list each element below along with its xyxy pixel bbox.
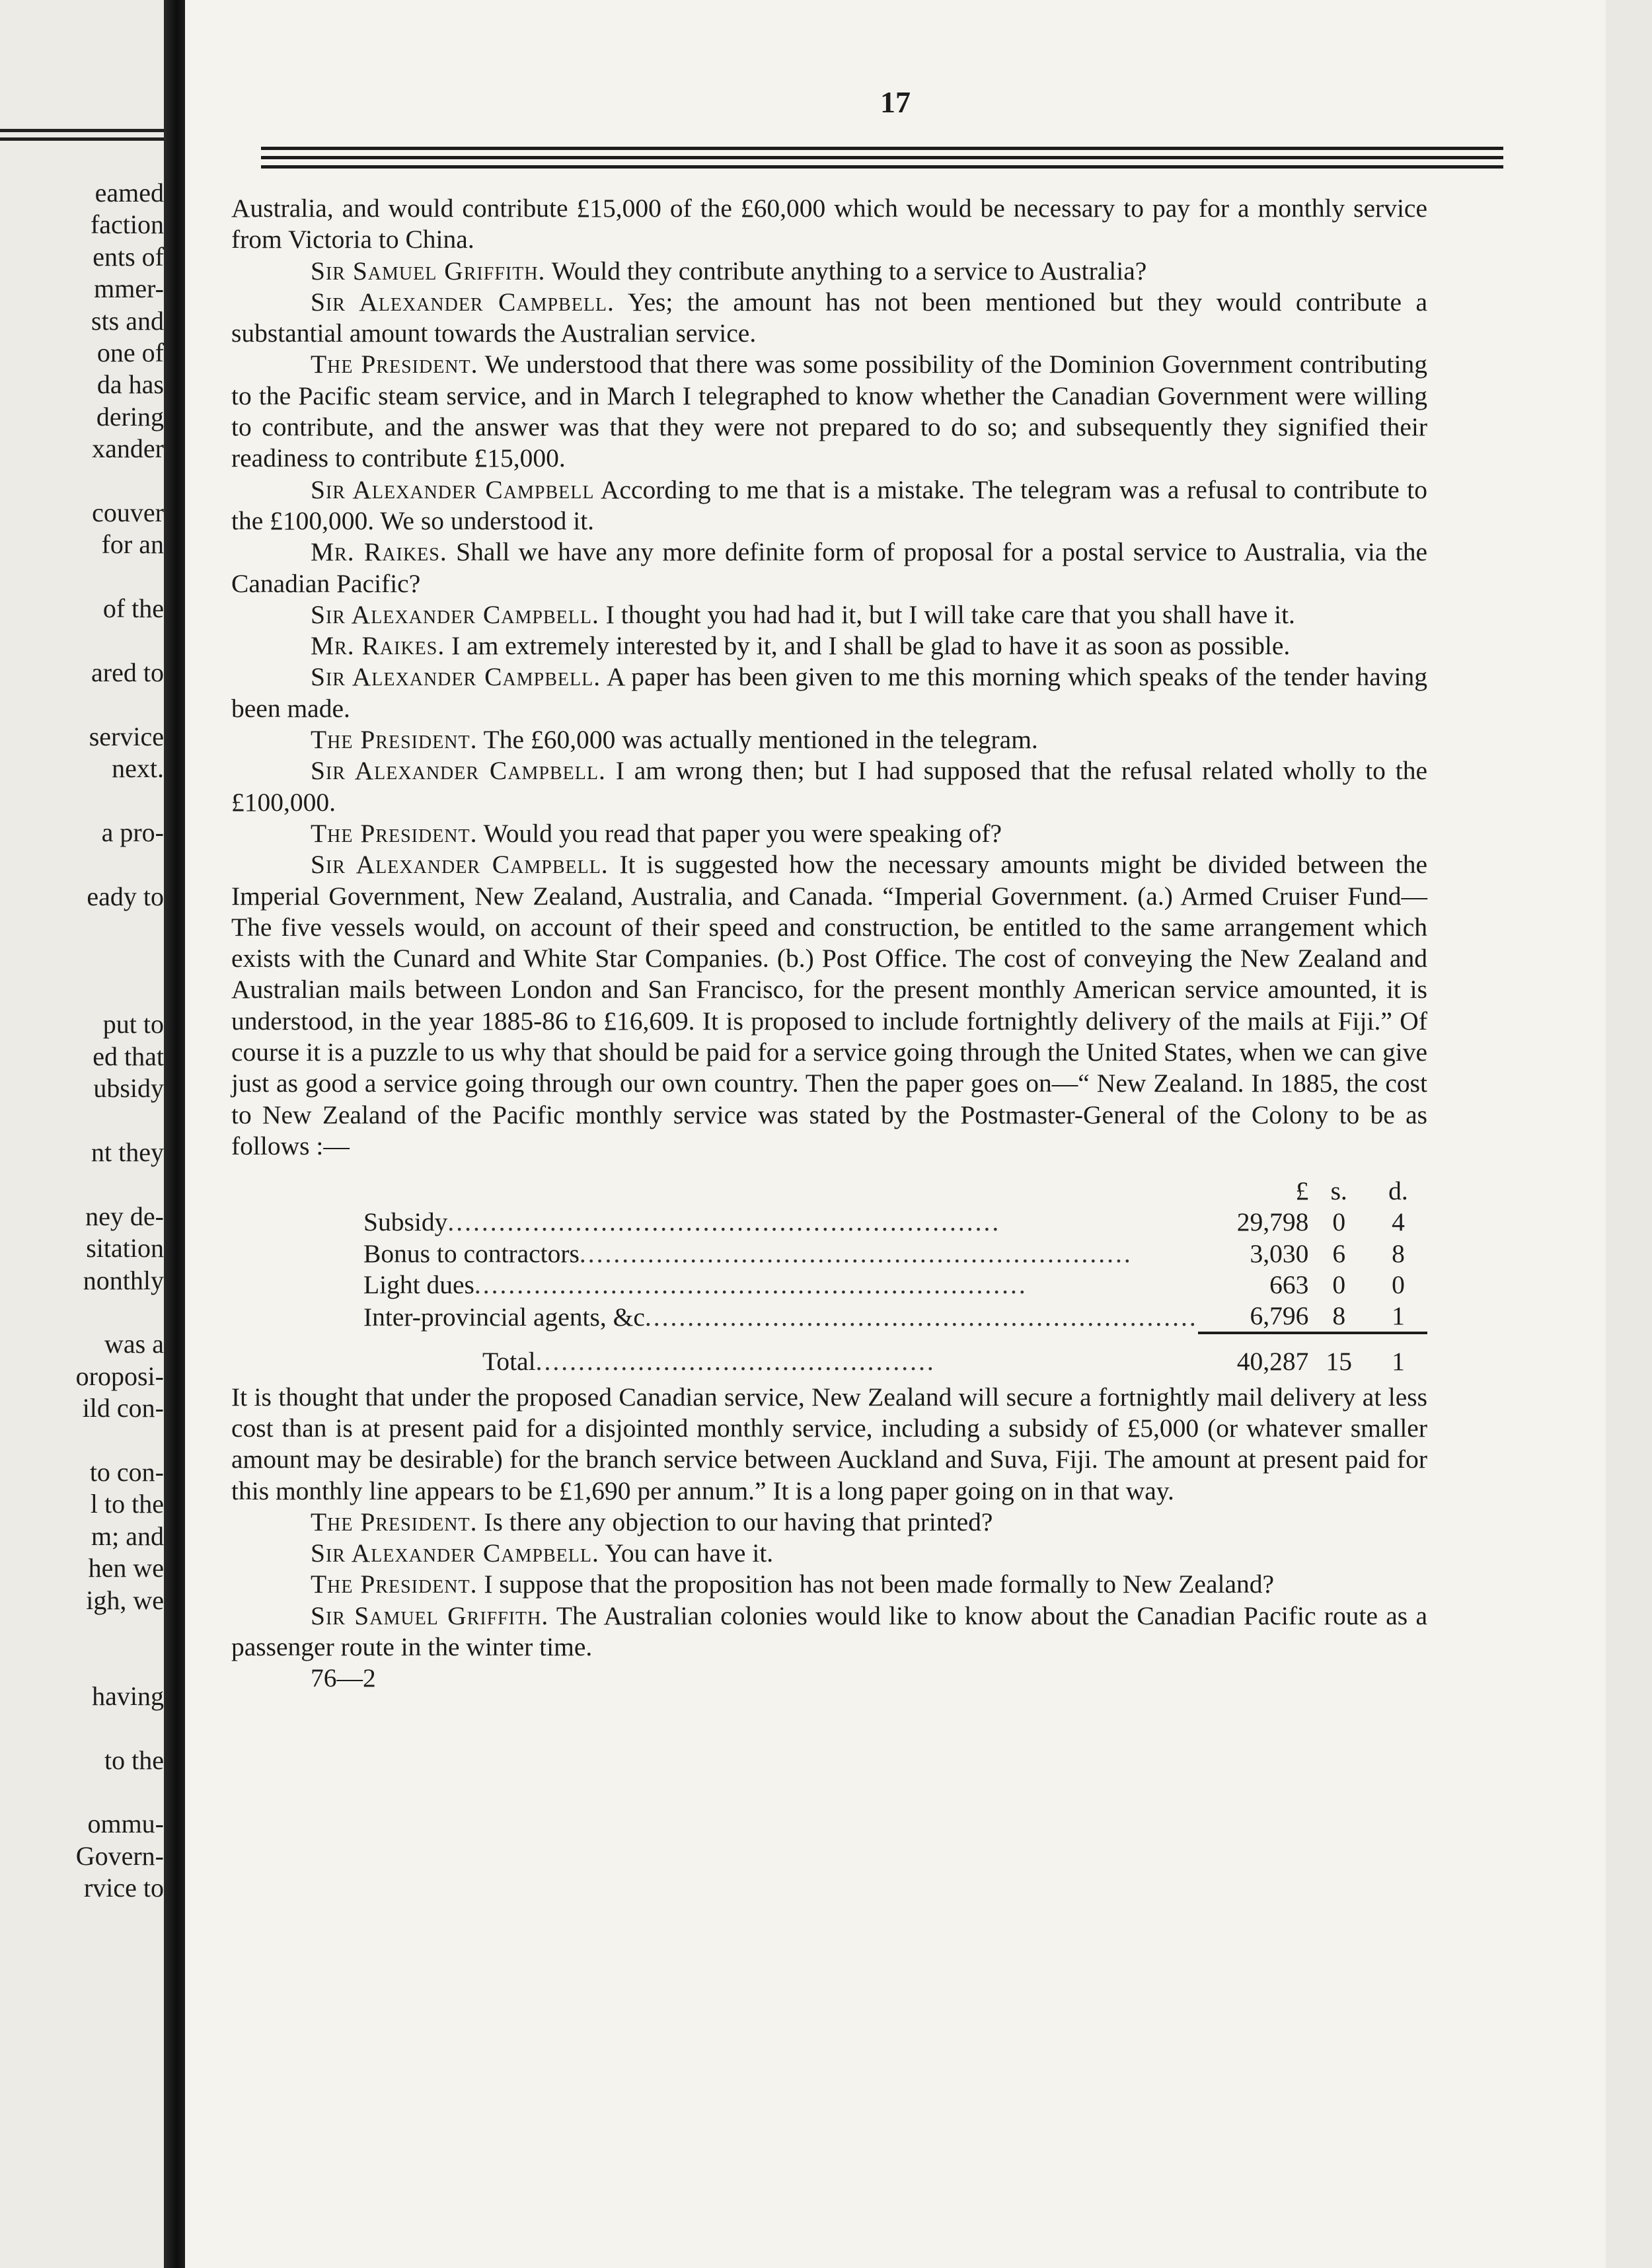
speaker-name: The President. [311,725,478,755]
paragraph [231,1382,1427,1507]
header-pounds: £ [1295,1176,1309,1205]
speaker-name: Sir Alexander Campbell. [311,662,601,692]
paragraph-text: It is thought that under the proposed Canadian service, New Zealand will secure a fortnightly mail delivery at less cost than is at present paid for a disjointed monthly service, including a subsidy of £5,000 (or whatever smaller amount may be desirable) for the branch service between Auckland and Suva, Fiji. The amount at present paid for this monthly line appears to be £1,690 per annum.” It is a long paper going on in that way. [231,1382,1427,1505]
paragraph [231,599,1427,630]
paragraph-text: We understood that there was some possibility of the Dominion Government contributing to the Pacific steam service, and in March I telegraphed to know whether the Canadian Government were willing to contribute, and the answer was that they were not prepared to do so; and subsequently they signified their readiness to contribute £15,000. [231,350,1427,473]
facing-page-line: ared to [91,658,164,687]
row-pence: 0 [1392,1269,1405,1299]
book-gutter [164,0,185,2268]
total-pence: 1 [1369,1333,1427,1377]
paragraph-text: Would you read that paper you were speaking of? [483,818,1002,848]
paragraph-text: I suppose that the proposition has not been made formally to New Zealand? [484,1569,1275,1599]
paragraph [231,349,1427,474]
speaker-name: The President. [311,818,478,848]
facing-page-line: ubsidy [93,1073,164,1104]
facing-page-line: ed that [93,1041,164,1071]
paragraph [231,1538,1427,1569]
facing-page-line: igh, we [86,1585,164,1615]
transcript-paragraphs [231,193,1427,1162]
paragraph [231,724,1427,755]
facing-page-line: nt they [91,1137,164,1167]
paragraph-text: Would they contribute anything to a service to Australia? [551,256,1147,285]
speaker-name: Mr. Raikes. [311,631,445,661]
facing-page-line: put to [102,1009,164,1040]
paragraph-text: The £60,000 was actually mentioned in the telegram. [483,725,1038,755]
total-label: Total [482,1347,536,1377]
row-item: Bonus to contractors [363,1238,580,1268]
facing-page-line: couver [92,498,164,527]
paragraph [231,474,1427,537]
facing-page-line: hen we [88,1553,164,1583]
facing-page-line: ild con- [82,1393,164,1423]
speaker-name: The President. [311,1507,478,1536]
header-pence: d. [1388,1176,1408,1205]
row-pounds: 29,798 [1236,1207,1309,1237]
facing-page-line: l to the [90,1489,164,1519]
facing-page-line: ney de- [85,1201,164,1231]
document-page [185,0,1606,2268]
speaker-name: Sir Alexander Campbell. [311,287,615,317]
facing-page-line: was a [104,1329,164,1359]
paragraph-text: It is suggested how the necessary amounts might be divided between the Imperial Government, New Zealand, Australia, and Canada. “Imperial Government. (a.) Armed Cruiser Fund—The five vessels would, on account of their speed and construction, be entitled to the same arrangement which exists with the Cunard and White Star Companies. (b.) Post Office. The cost of conveying the New Zealand and Australian mails between London and San Francisco, for the present monthly American service amounted, it is understood, in the year 1885-86 to £16,609. It is proposed to include fortnightly delivery of the mails at Fiji.” Of course it is a puzzle to us why that should be paid for a service going through the United States, when we can give just as good a service going through our own country. Then the paper goes on—“ New Zealand. In 1885, the cost to New Zealand of the Pacific monthly service was stated by the Postmaster-General of the Colony to be as follows :— [231,850,1427,1160]
paragraph [231,849,1427,1162]
row-shillings: 0 [1332,1207,1346,1237]
row-shillings: 0 [1332,1269,1346,1299]
paragraph-text: According to me that is a mistake. The telegram was a refusal to contribute to the £100,000. We so understood it. [231,474,1427,535]
paragraph [231,287,1427,350]
table-row: Light dues................................................................. 663 0 0 [363,1269,1427,1301]
facing-page-line: eamed [94,178,164,208]
paragraph-text: Yes; the amount has not been mentioned but they would contribute a substantial amount towards the Australian service. [231,287,1427,348]
facing-page-line: eady to [87,881,164,911]
row-item: Inter-provincial agents, &c [363,1303,645,1332]
speaker-name: Sir Samuel Griffith. [311,256,546,285]
row-pounds: 6,796 [1250,1301,1309,1331]
row-item: Subsidy [363,1207,448,1237]
facing-page-line: rvice to [83,1873,164,1903]
paragraph-text: The Australian colonies would like to know about the Canadian Pacific route as a passenger route in the winter time. [231,1601,1427,1662]
facing-page-line: ents of [93,241,164,272]
paragraph-text: You can have it. [605,1538,774,1568]
page-number: 17 [880,85,911,119]
total-shillings: 15 [1308,1333,1369,1377]
speaker-name: Sir Alexander Campbell. [311,756,606,786]
total-pounds: 40,287 [1198,1333,1309,1377]
printer-signature: 76—2 [311,1663,376,1693]
cost-table [231,1172,1427,1377]
paragraph [231,1569,1427,1600]
row-pounds: 3,030 [1250,1238,1309,1268]
facing-page-line: Govern- [75,1840,164,1871]
paragraph-text: Australia, and would contribute £15,000 of the £60,000 which would be necessary to pay for a monthly service from Victoria to China. [231,194,1427,254]
facing-page-line: dering [96,401,164,432]
table-row: Subsidy................................................................. 29,798 0 4 [363,1207,1427,1238]
facing-page-line: sitation [86,1233,164,1264]
speaker-name: Sir Samuel Griffith. [311,1601,549,1630]
table-row: Bonus to contractors................................................................. 3,030 6 8 [363,1238,1427,1269]
paragraph [231,662,1427,724]
facing-page-line: having [92,1681,164,1711]
row-shillings: 6 [1332,1238,1346,1268]
row-shillings: 8 [1332,1301,1346,1331]
body-text [231,193,1427,1694]
row-pence: 4 [1392,1207,1405,1237]
paragraph-text: Shall we have any more definite form of proposal for a postal service to Australia, via the Canadian Pacific? [231,537,1428,598]
facing-page-line: mmer- [94,274,164,304]
facing-page-fragment [0,0,164,2268]
paragraph [231,630,1427,662]
facing-page-line: to con- [89,1457,164,1487]
facing-page-line: service [89,721,164,751]
facing-page-line: sts and [91,305,164,336]
facing-page-line: m; and [91,1521,164,1551]
facing-page-line: for an [101,529,164,560]
table-row: Inter-provincial agents, &c................................................................. 6,796 8 1 [363,1301,1427,1333]
speaker-name: Sir Alexander Campbell. [311,1538,599,1568]
paragraph [231,193,1427,256]
row-pounds: 663 [1269,1269,1309,1299]
facing-page-line: ommu- [87,1809,164,1839]
row-item: Light dues [363,1269,474,1299]
facing-page-line: next. [112,753,164,784]
paragraph [231,256,1427,287]
row-pence: 1 [1392,1301,1405,1331]
speaker-name: The President. [311,1569,478,1599]
speaker-name: Sir Alexander Campbell. [311,599,599,629]
row-pence: 8 [1392,1238,1405,1268]
facing-page-line: faction [90,209,164,240]
paragraph [231,755,1427,818]
transcript-paragraphs-continued [231,1382,1427,1663]
cost-table-grid [363,1172,1427,1377]
facing-page-line: xander [92,434,164,464]
paragraph [231,818,1427,849]
paragraph-text: I am wrong then; but I had supposed that the refusal related wholly to the £100,000. [231,756,1427,817]
speaker-name: Sir Alexander Campbell. [311,850,609,880]
paragraph [231,537,1427,599]
table-total-row: Total............................................... 40,287 15 1 [363,1333,1427,1377]
facing-page-line: nonthly [83,1265,164,1295]
cost-table-header [363,1172,1427,1207]
paragraph-text: A paper has been given to me this morning which speaks of the tender having been made. [231,662,1427,723]
facing-page-line: oroposi- [75,1361,164,1391]
paragraph [231,1507,1427,1538]
facing-page-line: one of [96,338,164,367]
facing-page-line: a pro- [101,817,164,847]
paragraph-text: I thought you had had it, but I will take care that you shall have it. [605,599,1295,629]
facing-page-rules [0,129,164,146]
facing-page-line: da has [96,369,164,400]
facing-page-line: of the [102,593,164,624]
page-margin [1606,0,1652,2268]
speaker-name: Sir Alexander Campbell [311,474,595,504]
header-shillings: s. [1330,1176,1347,1205]
speaker-name: The President. [311,350,478,379]
speaker-name: Mr. Raikes. [311,537,447,567]
facing-page-line: to the [104,1745,164,1775]
paragraph [231,1601,1427,1663]
paragraph-text: Is there any objection to our having that printed? [484,1507,993,1536]
header-rules [261,147,1503,174]
paragraph-text: I am extremely interested by it, and I shall be glad to have it as soon as possible. [451,631,1291,661]
